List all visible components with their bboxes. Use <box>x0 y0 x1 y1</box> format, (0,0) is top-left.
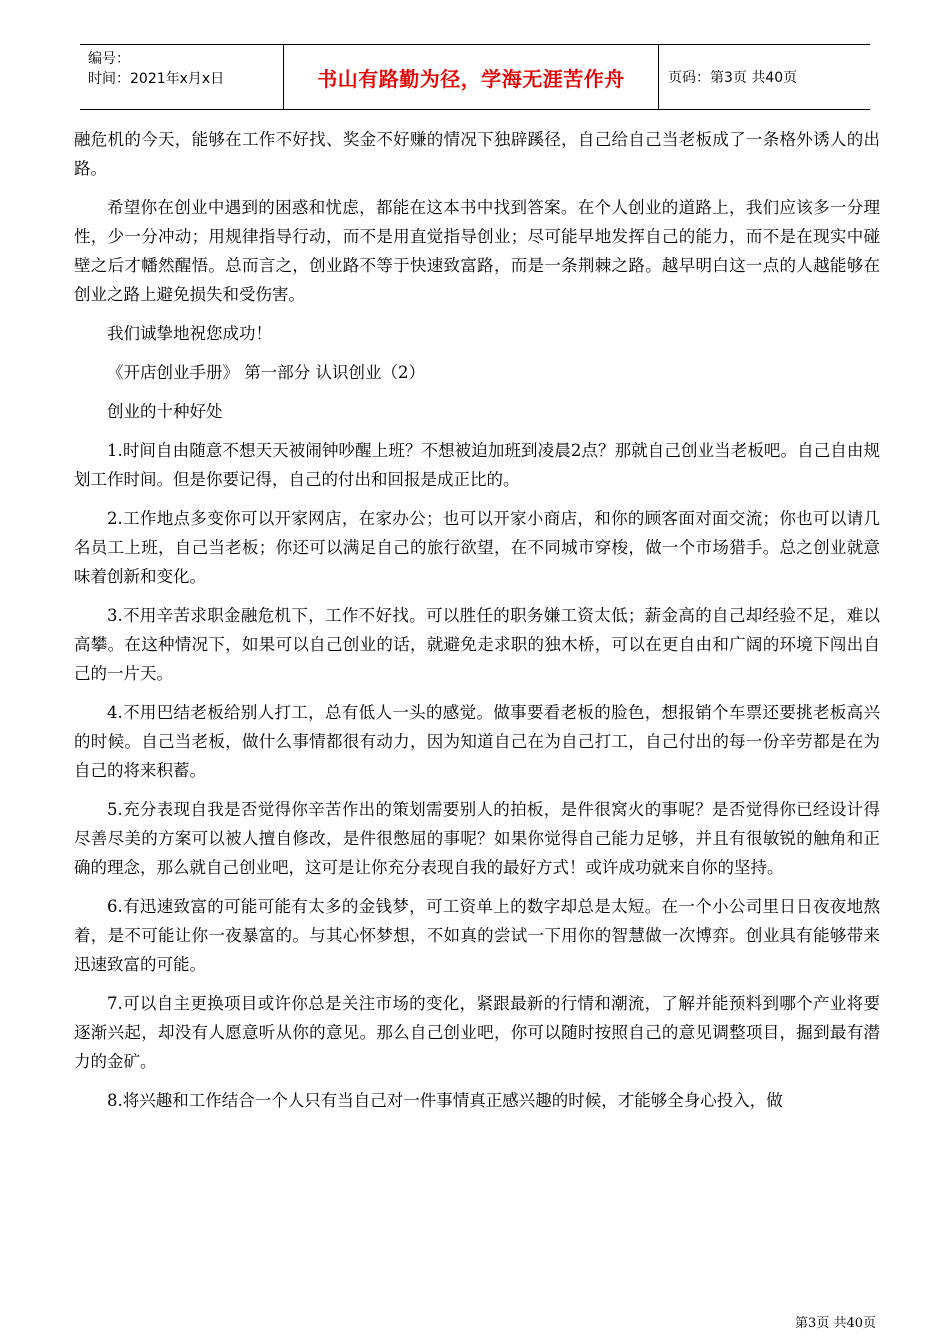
header-page-info: 页码：第3页 共40页 <box>668 70 798 86</box>
list-item: 4.不用巴结老板给别人打工，总有低人一头的感觉。做事要看老板的脸色，想报销个车票还要挑老板高兴的时候。自己当老板，做什么事情都很有动力，因为知道自己在为自己打工，自己付出的每一份辛劳都是在为自己的将来积蓄。 <box>74 703 880 780</box>
paragraph: 我们诚挚地祝您成功！ <box>107 324 272 343</box>
list-item: 2.工作地点多变你可以开家网店，在家办公；也可以开家小商店，和你的顾客面对面交流；你也可以请几名员工上班，自己当老板；你还可以满足自己的旅行欲望，在不同城市穿梭，做一个市场猎手。总之创业就意味着创新和变化。 <box>74 509 880 586</box>
list-item: 1.时间自由随意不想天天被闹钟吵醒上班？不想被迫加班到凌晨2点？那就自己创业当老板吧。自己自由规划工作时间。但是你要记得，自己的付出和回报是成正比的。 <box>74 441 880 489</box>
section-heading: 《开店创业手册》 第一部分 认识创业（2） <box>107 363 425 382</box>
subheading: 创业的十种好处 <box>107 402 223 421</box>
list-item: 5.充分表现自我是否觉得你辛苦作出的策划需要别人的拍板，是件很窝火的事呢？是否觉得你已经设计得尽善尽美的方案可以被人擅自修改，是件很憋屈的事呢？如果你觉得自己能力足够，并且有很敏锐的触角和正确的理念，那么就自己创业吧，这可是让你充分表现自我的最好方式！或许成功就来自你的坚持。 <box>74 800 880 877</box>
paragraph: 融危机的今天，能够在工作不好找、奖金不好赚的情况下独辟蹊径，自己给自己当老板成了一条格外诱人的出路。 <box>74 130 880 178</box>
list-item: 7.可以自主更换项目或许你总是关注市场的变化，紧跟最新的行情和潮流，了解并能预料到哪个产业将要逐渐兴起，却没有人愿意听从你的意见。那么自己创业吧，你可以随时按照自己的意见调整项目，掘到最有潜力的金矿。 <box>74 994 880 1071</box>
list-item: 8.将兴趣和工作结合一个人只有当自己对一件事情真正感兴趣的时候，才能够全身心投入，做 <box>107 1091 783 1110</box>
serial-label: 编号： <box>88 51 130 67</box>
time-label: 时间：2021年x月x日 <box>88 71 225 87</box>
paragraph: 希望你在创业中遇到的困惑和忧虑，都能在这本书中找到答案。在个人创业的道路上，我们应该多一分理性，少一分冲动；用规律指导行动，而不是用直觉指导创业；尽可能早地发挥自己的能力，而不是在现实中碰壁之后才幡然醒悟。总而言之，创业路不等于快速致富路，而是一条荆棘之路。越早明白这一点的人越能够在创业之路上避免损失和受伤害。 <box>74 198 880 304</box>
document-body <box>74 125 880 1125</box>
header-meta <box>88 49 288 89</box>
page-footer: 第3页 共40页 <box>795 1316 876 1331</box>
header-divider <box>658 45 659 109</box>
list-item: 3.不用辛苦求职金融危机下，工作不好找。可以胜任的职务嫌工资太低；薪金高的自己却经验不足，难以高攀。在这种情况下，如果可以自己创业的话，就避免走求职的独木桥，可以在更自由和广阔的环境下闯出自己的一片天。 <box>74 606 880 683</box>
page-header <box>80 44 870 110</box>
header-motto: 书山有路勤为径，学海无涯苦作舟 <box>317 67 625 91</box>
list-item: 6.有迅速致富的可能可能有太多的金钱梦，可工资单上的数字却总是太短。在一个小公司里日日夜夜地熬着，是不可能让你一夜暴富的。与其心怀梦想，不如真的尝试一下用你的智慧做一次博弈。创业具有能够带来迅速致富的可能。 <box>74 897 880 974</box>
